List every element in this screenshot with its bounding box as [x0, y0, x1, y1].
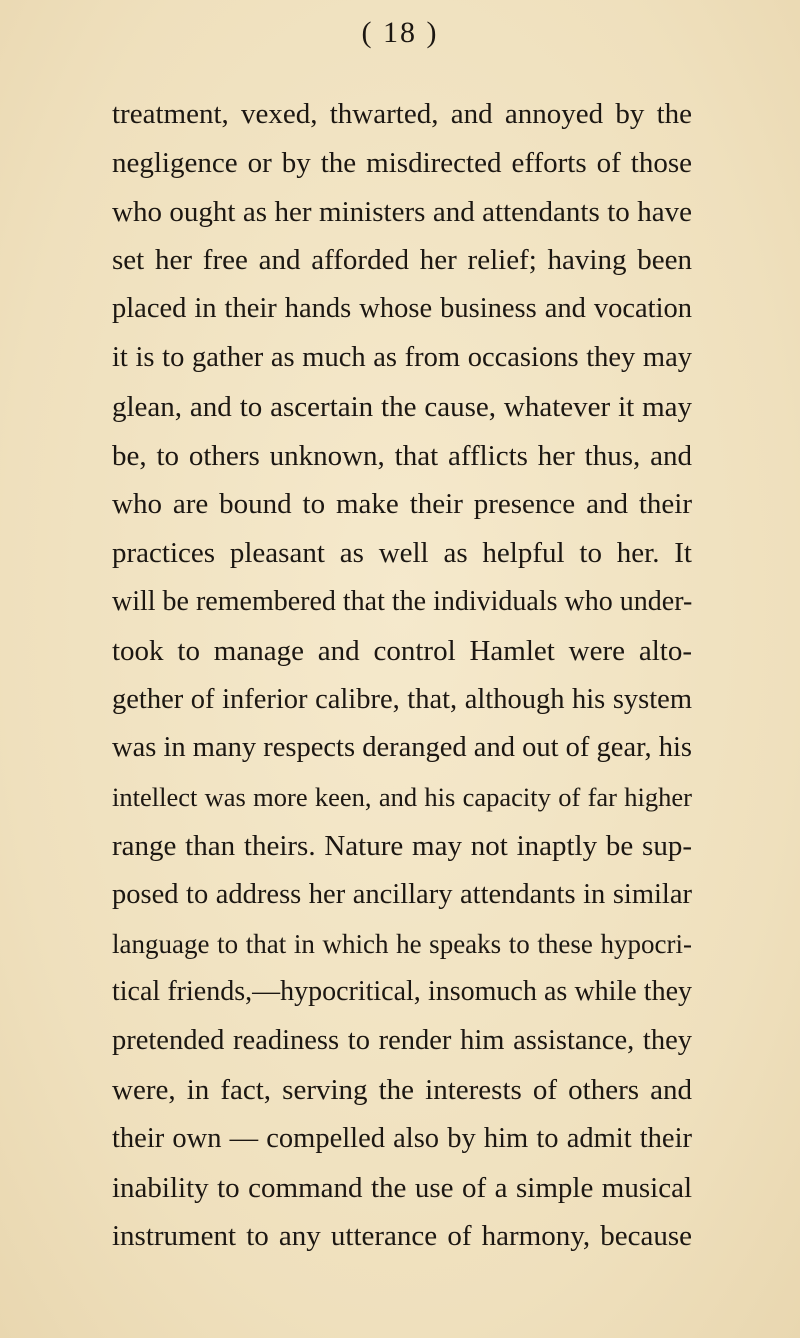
text-line: will be remembered that the individuals who under- [112, 585, 693, 617]
text-line: tical friends,—hypocritical, insomuch as while they [112, 976, 692, 1008]
text-line: treatment, vexed, thwarted, and annoyed by the [112, 98, 692, 130]
text-line: be, to others unknown, that afflicts her thus, and [112, 439, 692, 472]
text-line: placed in their hands whose business and vocation [112, 293, 692, 325]
text-line: inability to command the use of a simple musical [112, 1171, 692, 1204]
text-line: who ought as her ministers and attendants to have [112, 195, 692, 228]
text-line: practices pleasant as well as helpful to her. It [112, 537, 692, 570]
text-line: took to manage and control Hamlet were alto- [112, 634, 692, 667]
text-line: was in many respects deranged and out of gear, his [112, 732, 692, 764]
text-line: glean, and to ascertain the cause, whatever it may [112, 390, 692, 423]
text-line: their own — compelled also by him to admit their [112, 1122, 692, 1154]
text-line: pretended readiness to render him assistance, they [112, 1025, 692, 1057]
text-line: negligence or by the misdirected efforts of those [112, 146, 692, 179]
text-line: range than theirs. Nature may not inaptly be sup- [112, 829, 692, 862]
text-line: language to that in which he speaks to these hypocri- [112, 928, 692, 959]
text-line: who are bound to make their presence and their [112, 488, 692, 521]
text-line: it is to gather as much as from occasions they may [112, 341, 692, 373]
text-line: instrument to any utterance of harmony, because [112, 1220, 692, 1253]
text-line: set her free and afforded her relief; having been [112, 244, 692, 277]
body-text [112, 90, 692, 1261]
page-number: ( 18 ) [361, 16, 439, 49]
text-line: intellect was more keen, and his capacity of far higher [112, 782, 692, 813]
text-line: gether of inferior calibre, that, although his system [112, 683, 692, 715]
text-line: posed to address her ancillary attendants in similar [112, 878, 692, 910]
text-line: were, in fact, serving the interests of others and [112, 1073, 692, 1106]
